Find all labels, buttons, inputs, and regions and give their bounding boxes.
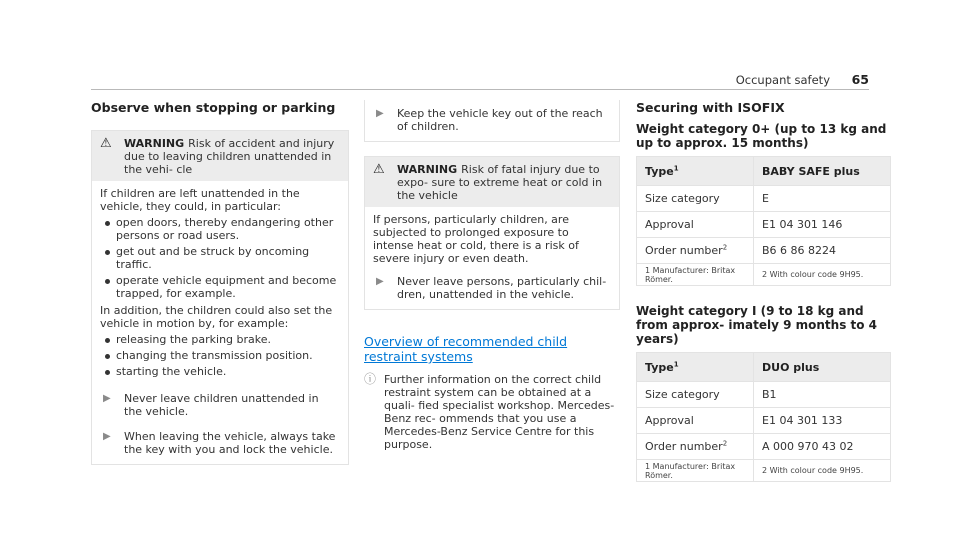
table-row [637,434,891,460]
step-text: Never leave children unattended in the vehicle. [124,392,319,418]
type-header-cell: Type$^1$ [637,157,754,186]
table-row [637,408,891,434]
list-item: starting the vehicle. [100,365,340,378]
action-step [100,392,340,418]
product-header-cell: DUO plus [754,353,891,382]
info-icon: ⓘ [364,372,377,386]
warning-mid: In addition, the children could also set the vehicle in motion by, for example: [100,304,333,330]
type-header-cell: Type$^1$ [637,353,754,382]
list-item: changing the transmission position. [100,349,340,362]
warning-header [92,131,348,181]
row-label: Approval [637,212,754,238]
row-value: E [754,186,891,212]
warning-keyword: WARNING [397,163,458,176]
risk-list-1 [100,216,340,300]
column-middle [364,100,620,451]
warning-body [92,181,348,464]
spec-table-baby-safe [636,156,891,286]
row-label: Size category [637,382,754,408]
warning-text-wrapper [397,163,611,202]
action-step [373,275,611,301]
row-label: Size category [637,186,754,212]
footnote: 2 With colour code 9H95. [754,460,891,482]
warning-body-text: If persons, particularly children, are subjected to prolonged exposure to intense heat or cold, there is a risk of severe injury or even death. [373,213,579,265]
warning-triangle-icon: ⚠ [100,136,112,151]
continued-step-box [364,100,620,142]
footnote: 1 Manufacturer: Britax Römer. [637,460,754,482]
table-row [637,382,891,408]
row-label: Order number$^2$ [637,434,754,460]
list-item: get out and be struck by oncoming traffic. [100,245,340,271]
info-note-text: Further information on the correct child restraint system can be obtained at a quali- fied specialist workshop. Mercedes-Benz rec- ommends that you use a Mercedes-Benz Service Centre for this purpose. [384,373,615,451]
stopping-parking-heading: Observe when stopping or parking [91,100,336,115]
overview-link[interactable]: Overview of recommended child restraint systems [364,334,568,364]
warning-body [365,207,619,309]
action-arrow-icon: ▶ [376,108,384,119]
action-arrow-icon: ▶ [376,276,384,287]
warning-text: Risk of accident and injury due to leaving children unattended in the vehi- cle [124,137,335,176]
warning-intro: If children are left unattended in the vehicle, they could, in particular: [100,187,300,213]
step-text: Keep the vehicle key out of the reach of children. [397,107,603,133]
column-left [91,100,349,465]
footnote: 1 Manufacturer: Britax Römer. [637,264,754,286]
weight-category-1-heading: Weight category I (9 to 18 kg and from approx- imately 9 months to 4 years) [636,304,878,346]
product-header-cell: BABY SAFE plus [754,157,891,186]
column-right [636,100,891,482]
action-arrow-icon: ▶ [103,393,111,404]
footnote-row [637,264,891,286]
row-value: E1 04 301 133 [754,408,891,434]
warning-text-wrapper [124,137,340,176]
step-text: Never leave persons, particularly chil- dren, unattended in the vehicle. [397,275,607,301]
warning-text: Risk of fatal injury due to expo- sure to extreme heat or cold in the vehicle [397,163,603,202]
spec-table-duo-plus [636,352,891,482]
warning-box-heat-cold [364,156,620,310]
list-item: releasing the parking brake. [100,333,340,346]
info-note [364,373,620,451]
row-value: A 000 970 43 02 [754,434,891,460]
table-row [637,212,891,238]
warning-box-unattended-children [91,130,349,465]
table-header-row [637,157,891,186]
row-value: E1 04 301 146 [754,212,891,238]
table-header-row [637,353,891,382]
footnote-row [637,460,891,482]
action-step [373,107,611,133]
warning-header [365,157,619,207]
overview-section [364,334,620,451]
table-row [637,238,891,264]
table-row [637,186,891,212]
warning-triangle-icon: ⚠ [373,162,385,177]
weight-category-0plus-heading: Weight category 0+ (up to 13 kg and up to approx. 15 months) [636,122,887,150]
footnote: 2 With colour code 9H95. [754,264,891,286]
section-title: Occupant safety [735,73,830,87]
row-value: B6 6 86 8224 [754,238,891,264]
action-arrow-icon: ▶ [103,431,111,442]
action-step [100,430,340,456]
row-label: Approval [637,408,754,434]
isofix-heading: Securing with ISOFIX [636,100,785,115]
action-steps [100,392,340,456]
list-item: open doors, thereby endangering other persons or road users. [100,216,340,242]
header-divider [91,89,869,90]
warning-keyword: WARNING [124,137,185,150]
row-value: B1 [754,382,891,408]
step-text: When leaving the vehicle, always take the key with you and lock the vehicle. [124,430,336,456]
page-number: 65 [851,72,869,87]
risk-list-2 [100,333,340,378]
list-item: operate vehicle equipment and become trapped, for example. [100,274,340,300]
row-label: Order number$^2$ [637,238,754,264]
